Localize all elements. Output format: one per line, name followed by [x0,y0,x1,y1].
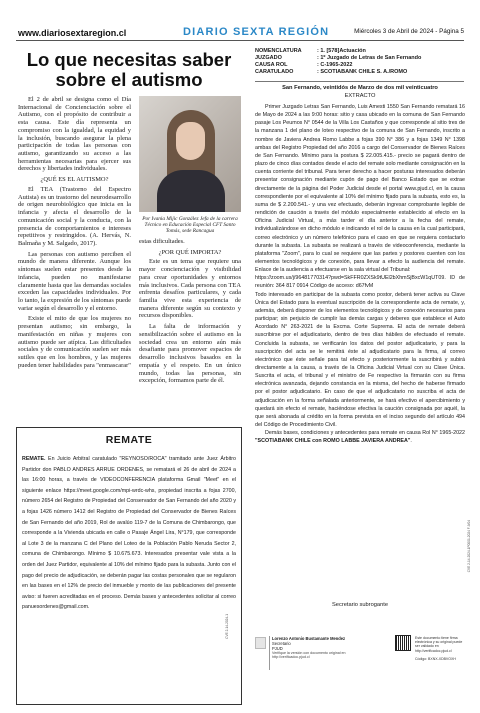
qr-code-icon [395,635,411,651]
meta-value: : 1. [578]Actuación [317,48,366,54]
meta-row [255,69,465,76]
secretary-label: Secretario subrogante [332,602,388,608]
issue-date: Miércoles 3 de Abril de 2024 - Página 5 [354,28,464,35]
article-paragraph: estas dificultades. [139,238,185,245]
meta-row [255,55,465,62]
remate-side-code: CVE 2-14-2024-1 [225,614,229,639]
remate-title: REMATE [105,434,153,446]
author-photo [139,96,241,212]
article-paragraph: El TEA (Trastorno del Espectro Autista) es un trastorno del neurodesarrollo de origen neurobiológico que inicia en la infancia y afecta el desarrollo de la comunicación social y la conducta, con la presencia de comportamientos e intereses repetitivos y restringidos. (A. Hervás, N. Balmaña y M. Salgado, 2017). [18,185,131,247]
meta-key: CARATULADO [255,69,294,75]
meta-value: : 1º Juzgado de Letras de San Fernando [317,55,422,61]
signer-institution: PJUD [272,646,283,651]
meta-key: JUZGADO [255,55,282,61]
article-paragraph: La falta de información y sensibilización sobre el autismo en la sociedad crea un entorno aún más desafiante para promover espacios de desarrollo inclusivos basados en la empatía y el respeto. En un único mundo, todas las personas, sin excepción, formamos parte de él. [139,323,241,385]
zoom-link[interactable]: https://zoom.us/j/96481770314?pwd=SkFFR0ZXSk9tUEl2bXhmSjBxcW1qUT09. ID de reunión: 364 817 0914 Código de acceso: d67fvM [255,275,465,290]
photo-clothing [157,170,225,212]
header-divider [16,40,464,41]
notice-date-line: San Fernando, veintidós de Marzo de dos mil veinticuatro [282,85,438,91]
legal-side-code: CVE 2-14-2024-1P0001-2024 F-9/04 [467,520,471,573]
legal-paragraph: Primer Juzgado Letras San Fernando, Luis Amesti 1550 San Fernando rematará 16 de Mayo de 2024 a las 9:00 horas: sitio y casa ubicado en la comuna de San Fernando pasaje Los Peumos N° 0544 de la Villa Los Castaños y que corresponde al sitio tres de la manzana 1 del plano de loteo respectivo de la comuna de San Fernando, inscrito a nombre de Javiera Andrea Romo Labbe a fojas 390 N° 386 y a fojas 1349 N° 1398 ambas del Registro Propiedad del año 2016 a cargo del Conservador de Bienes Raíces de San Fernando. Mínimo para la postura $ 22.005.415.- precio se pagará dentro de plazo de cinco días contados desde el acto del remate solo mediante consignación en la cuenta corriente del tribunal. Para tener derecho a hacer posturas interesados deberán presentar consignación mediante cupón de pago del Banco Estado que se extrae directamente de la página del Poder Judicial desde el portal www.pjud.cl, en la causa correspondiente por el equivalente al 10% del mínimo fijado para la subasta, esto es, la suma de $ 2.200.541.- y una vez efectuado, deberán ingresar comprobante legible de rendición de caución a través del módulo especialmente establecido al efecto en la Oficina Judicial Virtual, a más tarder el día anterior a la fecha del remate, individualizándose en dicho módulo e indicando el rol de la causa en la cual participará, correo electrónico y un número telefónico para el caso en que se requiera contactarlo durante la subasta. La subasta se realizará a través de videoconferencia, mediante la plataforma "Zoom", para lo cual se requiere que las partes y postores cuenten con los elementos tecnológicos y de conexión, para llevar a efecto la audiencia del remate. Enlace de la audiencia a efectuarse en la sala virtual del Tribunal: [255,104,465,274]
case-metadata [255,48,465,76]
article-paragraph: Este es un tema que requiere una mayor concienciación y visibilidad para crear oportunidades y entornos más inclusivos. Cada persona con TEA enfrenta desafíos particulares, y cada familia vive esta experiencia de manera diferente según su contexto y recursos disponibles. [139,258,241,320]
meta-key: NOMENCLATURA [255,48,302,54]
court-seal-icon [255,637,266,649]
notice-extracto-label: EXTRACTO [344,93,376,99]
site-url[interactable]: www.diariosextaregion.cl [18,28,127,38]
signature-divider [269,636,270,670]
article-title: Lo que necesitas saber sobre el autismo [26,49,232,90]
legal-closing-text: Demás bases, condiciones y antecedentes para remate en causa Rol N° 1965-2022 [265,430,465,437]
signer-name: Lorenzo Antonio Bustamante Mendez [272,636,346,641]
meta-row [255,62,465,69]
legal-paragraph-final [255,429,465,445]
verification-code: Código: BXNX-XDBVOXH [415,657,456,661]
meta-value: : C-1965-2022 [317,62,353,68]
meta-key: CAUSA ROL [255,62,288,68]
article-column-left [18,96,131,418]
remate-lead: REMATE. [22,456,46,462]
qr-verify-text: Este documento tiene firma electrónica y su original puede ser validado en http://verificadoc.pjud.cl [415,636,463,653]
meta-row [255,48,465,55]
signer-role: Secretario [272,641,291,646]
newspaper-name: DIARIO SEXTA REGIÓN [183,26,330,38]
case-caption-bold: "SCOTIABANK CHILE con ROMO LABBE JAVIERA ANDREA" [255,438,411,445]
closing-period: . [410,438,412,445]
signature-verify-note: Verifique la versión con documento original en http://verificadoc.pjud.cl [272,651,346,660]
article-paragraph: Las personas con autismo perciben el mundo de manera diferente. Aunque los síntomas suelen estar presentes desde la infancia, pueden no manifestarse claramente hasta que las demandas sociales exceden las capacidades individuales. Por lo tanto, la expresión de los síntomas puede variar según el desarrollo y el entorno. [18,250,131,312]
article-column-middle [139,238,241,418]
legal-notice-body [255,103,465,590]
remate-notice-box [16,427,242,705]
electronic-signature-box [255,632,465,672]
remate-body: En Juicio Arbitral caratulado "REYNOSO/ROCA" tramitado ante Juez Árbitro Partidor don PABLO ANDRES ARRUE ORDENES, se rematará el 26 de abril de 2024 a las 16:00 horas, a través de VIDEOCONFERENCIA plataforma Gmail "Meet" en el siguiente enlace https://meet.google.com/mpi-wrdc-whs, propiedad inscrita a fojas 2700, número 2654 del Registro de Propiedad del Conservador de San Fernando del año 2020 y a fojas 1426 número 1412 del Registro de Propiedad del Conservador de Bienes Raíces de San Fernando del año 2019, Rol de avalúo 119-7 de la Comuna de Chimbarongo, que corresponde a la Vivienda ubicada en calle o Pasaje Ángel Lira, N°179, que corresponde al Lote 3 de la manzana C del Plano del Loteo de la Población Pablo Neruda Sector 2, comuna de Chimbarongo. Mínimo $ 10.675.673. Interesados presentar vale vista a la orden del Juez Partidor, equivalente al 10% del mínimo fijado para la subasta. Junto con el pago del precio de adjudicación, se deberán pagar las costas personales que se regularon en las bases en el 12% de precio del inmueble y monto de las publicaciones del presente aviso: si fueren acreditadas en el proceso. Demás bases y antecedentes solicitar al correo panuesordenes@gmail.com. [22,456,236,611]
metadata-divider [255,81,464,82]
meta-value: : SCOTIABANK CHILE S. A./ROMO [317,69,408,75]
article-paragraph: Existe el mito de que los mujeres no presentan autismo; sin embargo, la manifestación en niñas y mujeres con autismo puede ser atípica. Las dificultades sociales y de comunicación suelen ser más sutiles que en los hombres, y las mujeres pueden tener habilidades para "enmascarar" [18,315,131,369]
article-paragraph: El 2 de abril se designa como el Día Internacional de Concienciación sobre el Autismo, con el propósito de contribuir a esta causa. Este día representa un compromiso con la igualdad, la equidad y la inclusión, buscando asegurar la plena participación de todas las personas con autismo, garantizando su acceso a las herramientas necesarias para ejercer sus derechos y libertades individuales. [18,96,131,173]
photo-caption: Por Ivania Mijic González Jefa de la carrera Técnico en Educación Especial CFT Santo Tomás, sede Rancagua [142,216,238,235]
legal-paragraph: Todo interesado en participar de la subasta como postor, deberá tener activa su Clave Única del Estado para la eventual suscripción de la correspondiente acta de remate, y, además, deberá disponer de los elementos tecnológicos y de conexión necesarios para participar; sin perjuicio de cumplir las demás cargas y deberes que establece el Auto Acordado N° 263-2021 de la Excma. Corte Suprema. El acta de remate deberá suscribirse por el adjudicatario, dentro de tres días hábiles de efectuado el remate. Concluida la subasta, se verificarán los datos del postor adjudicatario, y para la suscripción del acta se le remitirá éste al adjudicatario para la firma, al correo electrónico que éste señale para tal efecto y posteriormente la suscribirá y subirá directamente a la causa, a través de la Oficina Judicial Virtual con su Clave Única. Suscrita el acta, el tribunal y el ministro de Fe respectivo la firmarán con su firma electrónica avanzada, dejando constancia en la misma, del hecho de haberse firmado por el postor adjudicatario. En caso de que el adjudicatario no suscriba el acta de adjudicación en la forma señalada anteriormente, se hará efectivo el apercibimiento y quedará sin efecto el remate, haciéndose efectiva la caución consignada por aquél, la que será abonada al crédito en la forma prevista en el inciso segundo del artículo 494 del Código de Procedimiento Civil. [255,291,465,429]
article-subheading: ¿QUÉ ES EL AUTISMO? [40,176,109,184]
remate-text [22,454,236,613]
article-subheading: ¿POR QUÉ IMPORTA? [158,248,222,256]
photo-face [176,122,205,160]
page-header [0,0,480,40]
